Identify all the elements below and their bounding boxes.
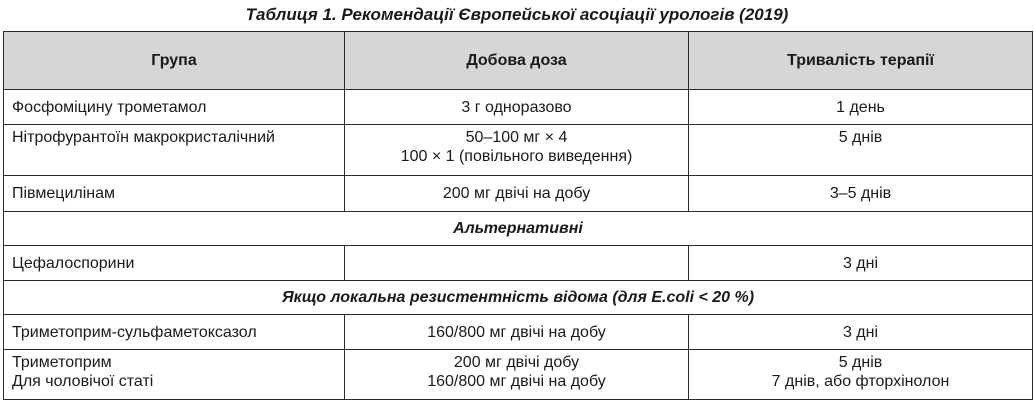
section-title: Якщо локальна резистентність відома (для E.coli < 20 %) [4, 281, 1033, 315]
group-line: Для чоловічої статі [12, 373, 154, 390]
cell-duration [689, 350, 1033, 400]
table-row [4, 90, 1033, 125]
duration-line: 5 днів [838, 354, 883, 371]
dose-line: 200 мг двічі добу [453, 354, 580, 371]
cell-duration: 3–5 днів [689, 176, 1033, 212]
table-row [4, 246, 1033, 281]
table-header-row [4, 32, 1033, 90]
column-header-group: Група [4, 32, 345, 90]
cell-group: Фосфоміцину трометамол [4, 90, 345, 125]
cell-duration: 1 день [689, 90, 1033, 125]
cell-dose: 160/800 мг двічі на добу [345, 315, 689, 350]
section-title: Альтернативні [4, 212, 1033, 246]
table-row [4, 350, 1033, 400]
dose-line: 100 × 1 (повільного виведення) [400, 148, 633, 165]
column-header-duration: Тривалість терапії [689, 32, 1033, 90]
table-row [4, 125, 1033, 176]
cell-dose [345, 125, 689, 176]
recommendations-table [3, 31, 1033, 400]
cell-dose: 3 г одноразово [345, 90, 689, 125]
cell-duration: 3 дні [689, 246, 1033, 281]
cell-dose [345, 246, 689, 281]
duration-line: 7 днів, або фторхінолон [771, 373, 950, 390]
cell-dose: 200 мг двічі на добу [345, 176, 689, 212]
table-row [4, 176, 1033, 212]
cell-duration: 5 днів [689, 125, 1033, 176]
table-row [4, 315, 1033, 350]
cell-duration: 3 дні [689, 315, 1033, 350]
cell-group: Нітрофурантоїн макрокристалічний [4, 125, 345, 176]
column-header-daily-dose: Добова доза [345, 32, 689, 90]
group-line: Триметоприм [12, 354, 112, 371]
cell-dose [345, 350, 689, 400]
cell-group [4, 350, 345, 400]
section-row-resistance [4, 281, 1033, 315]
dose-line: 160/800 мг двічі на добу [427, 373, 606, 390]
cell-group: Триметоприм-сульфаметоксазол [4, 315, 345, 350]
cell-group: Півмецилінам [4, 176, 345, 212]
dose-line: 50–100 мг × 4 [465, 129, 568, 146]
section-row-alternative [4, 212, 1033, 246]
table-caption: Таблиця 1. Рекомендації Європейської асоціації урологів (2019) [245, 5, 789, 24]
cell-group: Цефалоспорини [4, 246, 345, 281]
